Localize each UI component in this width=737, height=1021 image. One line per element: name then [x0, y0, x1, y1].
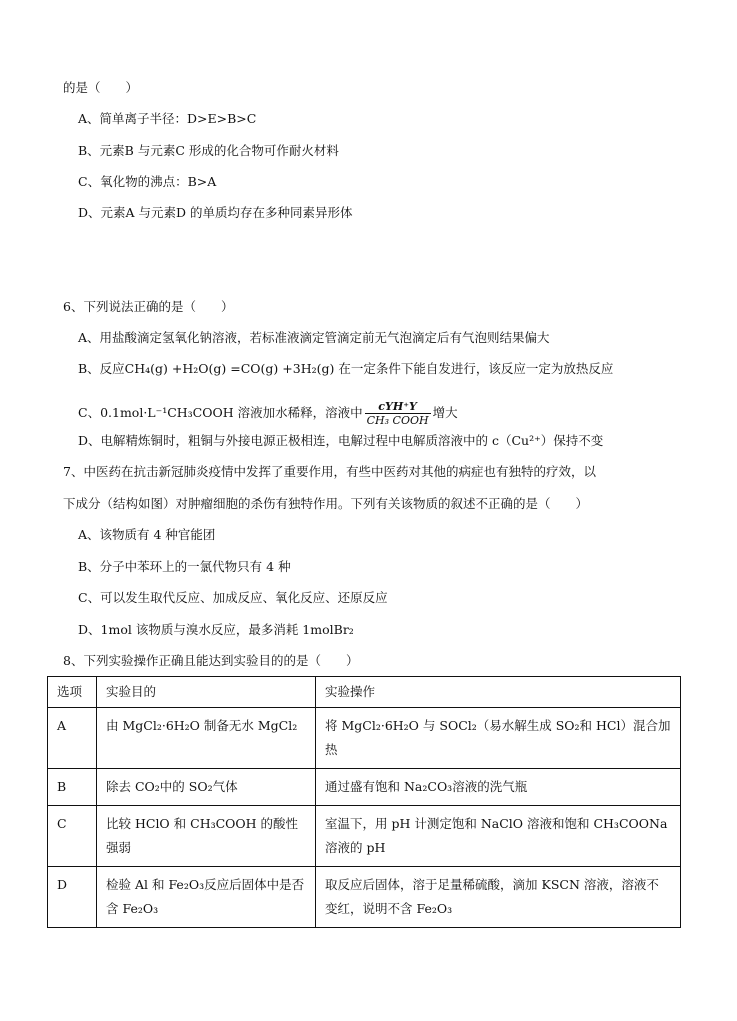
cell-purpose: 检验 Al 和 Fe₂O₃反应后固体中是否含 Fe₂O₃ [97, 867, 316, 928]
cell-operation: 取反应后固体，溶于足量稀硫酸，滴加 KSCN 溶液，溶液不变红，说明不含 Fe₂O₃ [316, 867, 681, 928]
q6-stem: 6、下列说法正确的是（ ） [63, 299, 234, 314]
cell-purpose: 由 MgCl₂·6H₂O 制备无水 MgCl₂ [97, 708, 316, 769]
cell-operation: 室温下，用 pH 计测定饱和 NaClO 溶液和饱和 CH₃COONa 溶液的 pH [316, 806, 681, 867]
q7-option-b: B、分子中苯环上的一氯代物只有 4 种 [78, 559, 291, 574]
cell-option: B [48, 769, 97, 806]
cell-option: C [48, 806, 97, 867]
experiment-table [47, 676, 681, 928]
q5-option-b: B、元素B 与元素C 形成的化合物可作耐火材料 [78, 143, 339, 158]
table-row [48, 806, 681, 867]
q5-option-d: D、元素A 与元素D 的单质均存在多种同素异形体 [78, 205, 353, 220]
header-operation: 实验操作 [316, 677, 681, 708]
table-row [48, 769, 681, 806]
cell-purpose: 比较 HClO 和 CH₃COOH 的酸性强弱 [97, 806, 316, 867]
fraction-denominator: CH₃ COOH [366, 414, 429, 427]
q7-option-c: C、可以发生取代反应、加成反应、氧化反应、还原反应 [78, 590, 388, 605]
header-option: 选项 [48, 677, 97, 708]
q7-option-a: A、该物质有 4 种官能团 [78, 527, 216, 542]
cell-option: A [48, 708, 97, 769]
cell-option: D [48, 867, 97, 928]
cell-operation: 通过盛有饱和 Na₂CO₃溶液的洗气瓶 [316, 769, 681, 806]
q8-stem: 8、下列实验操作正确且能达到实验目的的是（ ） [63, 653, 359, 668]
q6-option-c-suffix: 增大 [432, 405, 458, 420]
header-purpose: 实验目的 [97, 677, 316, 708]
table-header-row [48, 677, 681, 708]
table-row [48, 708, 681, 769]
q6-option-d: D、电解精炼铜时，粗铜与外接电源正极相连，电解过程中电解质溶液中的 c（Cu²⁺）保持不变 [78, 433, 604, 448]
fraction-numerator: cYH⁺Y [365, 400, 431, 414]
q6-option-b: B、反应CH₄(g) +H₂O(g) =CO(g) +3H₂(g) 在一定条件下能自发进行，该反应一定为放热反应 [78, 361, 614, 376]
q7-option-d: D、1mol 该物质与溴水反应，最多消耗 1molBr₂ [78, 622, 354, 637]
cell-purpose: 除去 CO₂中的 SO₂气体 [97, 769, 316, 806]
q5-option-a: A、简单离子半径：D>E>B>C [78, 111, 257, 126]
q7-stem-line2: 下成分（结构如图）对肿瘤细胞的杀伤有独特作用。下列有关该物质的叙述不正确的是（ ） [63, 496, 589, 511]
q7-stem-line1: 7、中医药在抗击新冠肺炎疫情中发挥了重要作用，有些中医药对其他的病症也有独特的疗效，以 [63, 464, 596, 479]
table-row [48, 867, 681, 928]
q6-option-a: A、用盐酸滴定氢氧化钠溶液，若标准液滴定管滴定前无气泡滴定后有气泡则结果偏大 [78, 330, 550, 345]
q5-stem-tail: 的是（ ） [63, 80, 139, 95]
q6-option-c [78, 400, 458, 427]
concentration-ratio-fraction [365, 400, 431, 427]
q5-option-c: C、氧化物的沸点：B>A [78, 174, 217, 189]
cell-operation: 将 MgCl₂·6H₂O 与 SOCl₂（易水解生成 SO₂和 HCl）混合加热 [316, 708, 681, 769]
q6-option-c-prefix: C、0.1mol·L⁻¹CH₃COOH 溶液加水稀释，溶液中 [78, 405, 363, 420]
